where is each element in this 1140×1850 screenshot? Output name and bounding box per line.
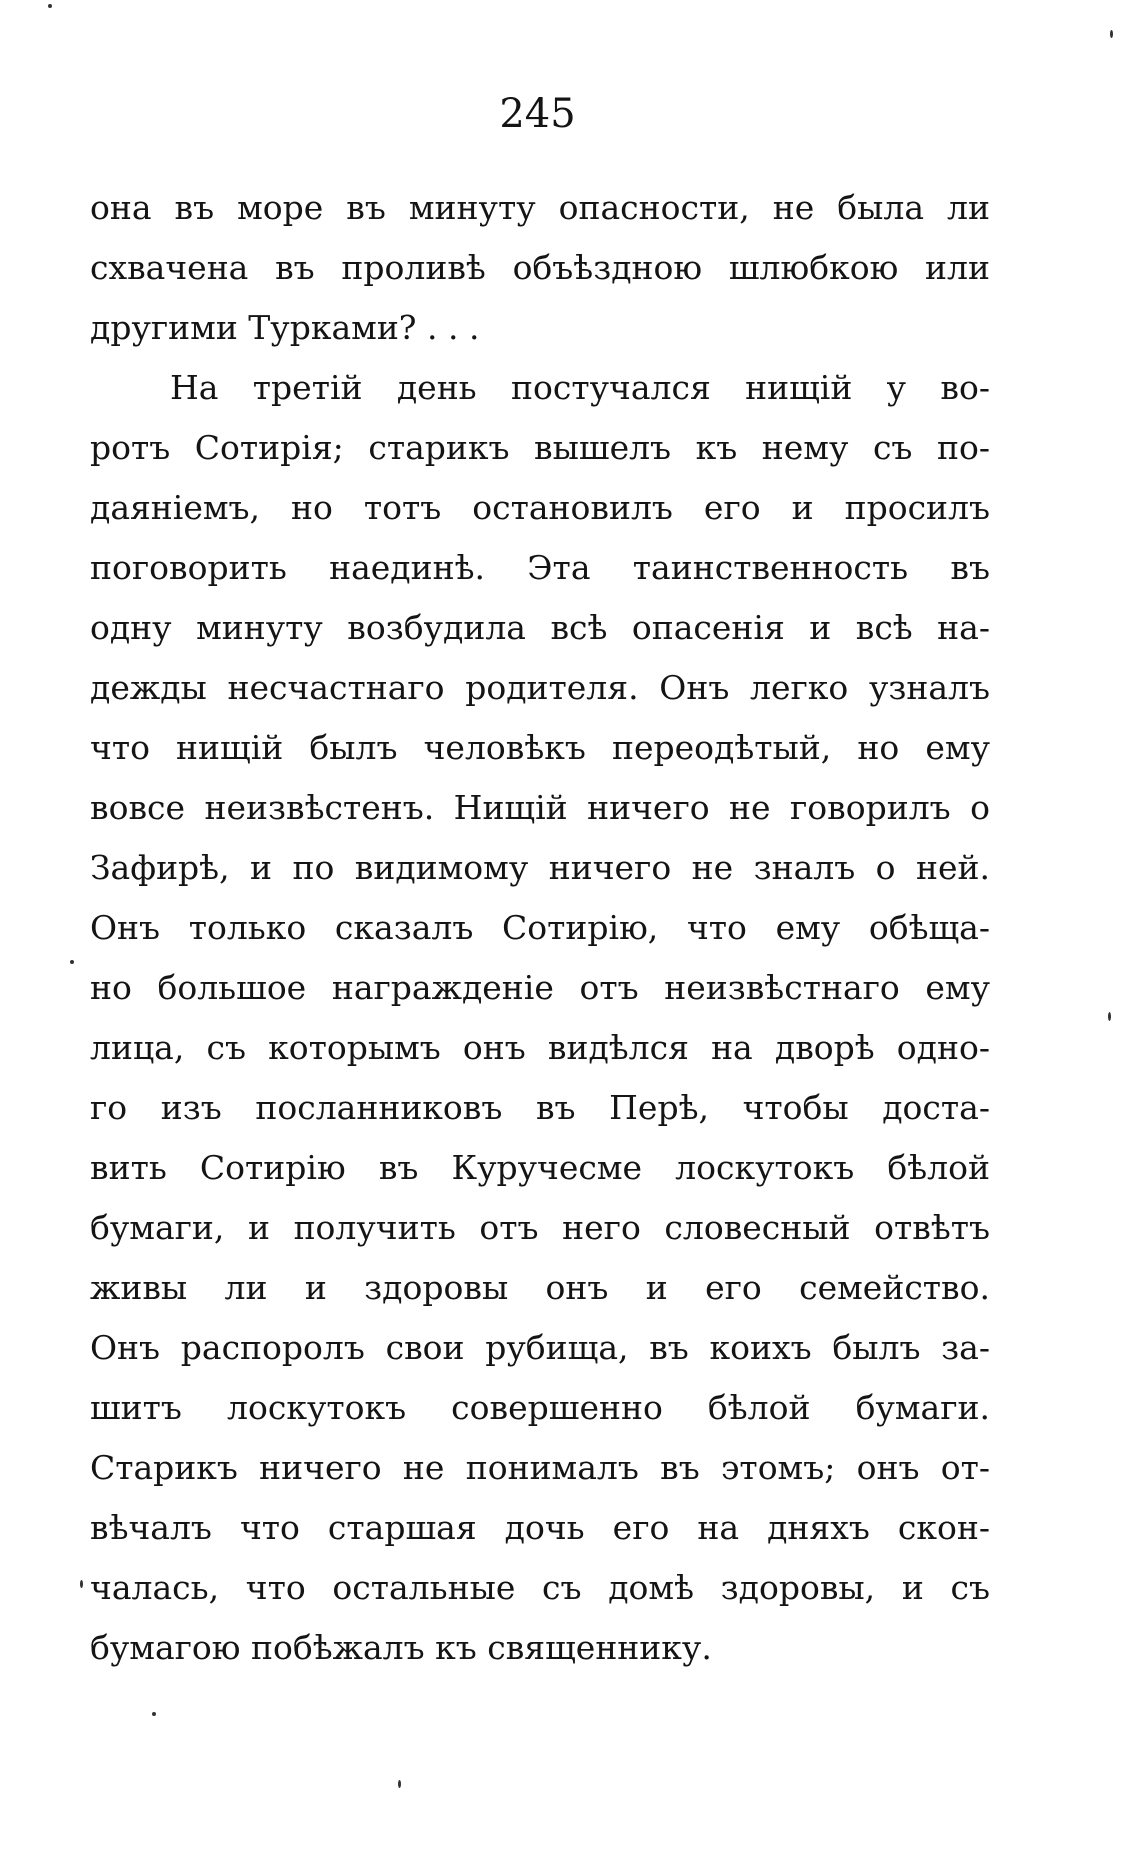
text-line: поговорить наединѣ. Эта таинственность въ [90,548,990,587]
text-line: бумаги, и получить отъ него словесный отвѣтъ [90,1208,990,1247]
text-line: даяніемъ, но тотъ остановилъ его и просилъ [90,488,990,527]
text-line: но большое награжденіе отъ неизвѣстнаго ему [90,968,990,1007]
scan-speck [1110,30,1113,38]
text-line: дежды несчастнаго родителя. Онъ легко узналъ [90,668,990,707]
scan-speck [152,1712,156,1716]
text-line: ротъ Сотирія; старикъ вышелъ къ нему съ по- [90,428,990,467]
scan-speck [398,1780,401,1788]
text-line: На третій день постучался нищій у во- [170,368,990,407]
text-line: чалась, что остальные съ домѣ здоровы, и съ [90,1568,990,1607]
text-line: что нищій былъ человѣкъ переодѣтый, но ему [90,728,990,767]
scan-speck [70,960,74,964]
text-line: лица, съ которымъ онъ видѣлся на дворѣ одно- [90,1028,990,1067]
text-line: Старикъ ничего не понималъ въ этомъ; онъ от- [90,1448,990,1487]
text-line: вѣчалъ что старшая дочь его на дняхъ скон- [90,1508,990,1547]
body-text [90,178,990,1678]
text-line: бумагою побѣжалъ къ священнику. [90,1628,712,1667]
text-line: одну минуту возбудила всѣ опасенія и всѣ на- [90,608,990,647]
text-line: го изъ посланниковъ въ Перѣ, чтобы доста- [90,1088,990,1127]
text-line: Зафирѣ, и по видимому ничего не зналъ о ней. [90,848,990,887]
scan-speck [1108,1012,1111,1021]
scan-speck [48,4,52,8]
text-line: она въ море въ минуту опасности, не была ли [90,188,990,227]
text-line: другими Турками? . . . [90,308,480,347]
scan-speck [80,1580,83,1588]
text-line: вовсе неизвѣстенъ. Нищій ничего не говорилъ о [90,788,990,827]
text-line: вить Сотирію въ Куручесме лоскутокъ бѣлой [90,1148,990,1187]
page-number: 245 [499,91,576,137]
text-line: живы ли и здоровы онъ и его семейство. [90,1268,990,1307]
text-line: схвачена въ проливѣ объѣздною шлюбкою или [90,248,990,287]
text-line: шитъ лоскутокъ совершенно бѣлой бумаги. [90,1388,990,1427]
text-line: Онъ только сказалъ Сотирію, что ему обѣща- [90,908,990,947]
text-line: Онъ распоролъ свои рубища, въ коихъ былъ за- [90,1328,990,1367]
